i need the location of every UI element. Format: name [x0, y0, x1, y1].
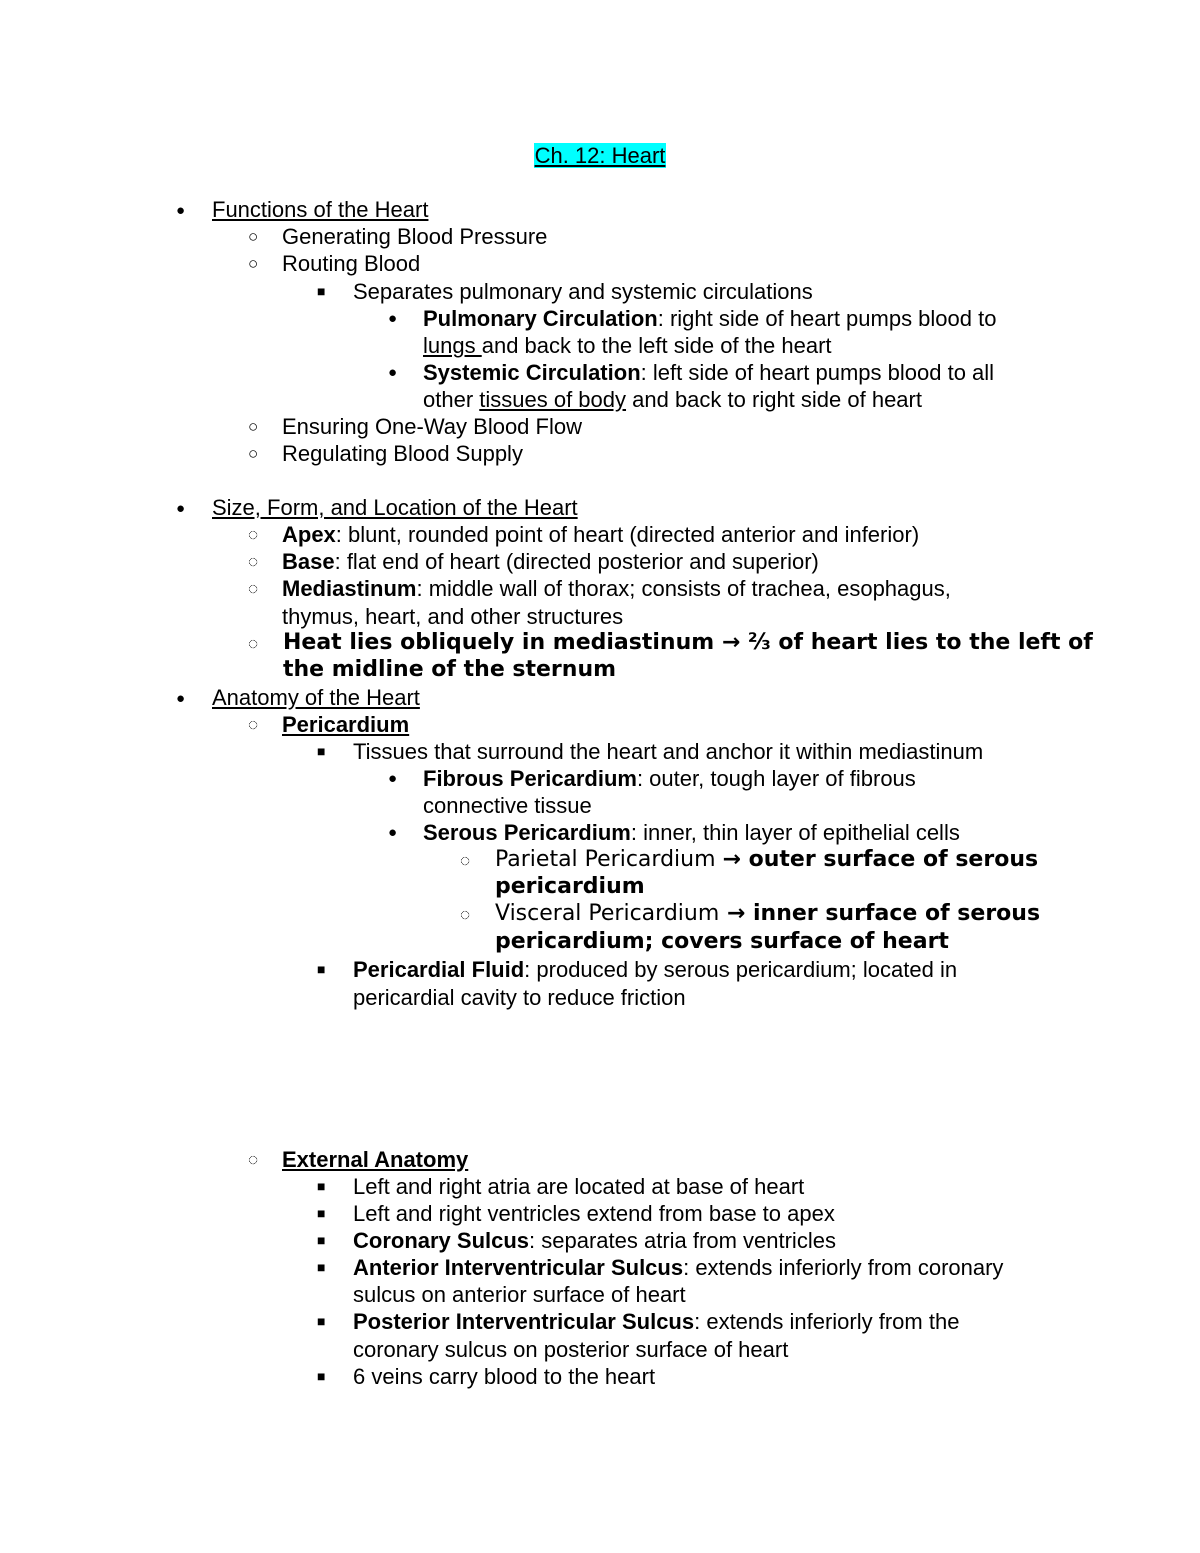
- subsection-heading-external: External Anatomy: [282, 1147, 469, 1172]
- list-item-continuation: pericardium: [495, 874, 645, 899]
- list-item: Systemic Circulation: left side of heart pumps blood to all: [423, 360, 995, 385]
- list-item: Visceral Pericardium → inner surface of serous: [495, 901, 1041, 926]
- list-item: Left and right atria are located at base of heart: [353, 1174, 805, 1199]
- list-item: Tissues that surround the heart and anchor it within mediastinum: [353, 739, 984, 764]
- list-item: Mediastinum: middle wall of thorax; consists of trachea, esophagus,: [282, 576, 951, 601]
- subsection-heading-pericardium: Pericardium: [282, 712, 410, 737]
- list-item: Pulmonary Circulation: right side of heart pumps blood to: [423, 306, 997, 331]
- bullet-icon: [317, 1227, 325, 1254]
- list-item: Fibrous Pericardium: outer, tough layer of fibrous: [423, 766, 916, 791]
- bullet-icon: [248, 250, 258, 278]
- list-item: Coronary Sulcus: separates atria from ventricles: [353, 1228, 836, 1253]
- list-item-continuation: other tissues of body and back to right side of heart: [423, 387, 922, 412]
- list-item: Anterior Interventricular Sulcus: extends inferiorly from coronary: [353, 1255, 1004, 1280]
- bullet-icon: [248, 440, 258, 468]
- bullet-icon: [248, 1146, 258, 1174]
- bullet-icon: [317, 1173, 325, 1200]
- list-item: Routing Blood: [282, 251, 421, 276]
- list-item: Pericardial Fluid: produced by serous pericardium; located in: [353, 957, 958, 982]
- list-item: Generating Blood Pressure: [282, 224, 548, 249]
- list-item: Separates pulmonary and systemic circulations: [353, 279, 813, 304]
- bullet-icon: [248, 521, 258, 549]
- bullet-icon: [248, 711, 258, 739]
- bullet-icon: [317, 1254, 325, 1281]
- list-item-continuation: coronary sulcus on posterior surface of heart: [353, 1337, 789, 1362]
- bullet-icon: [460, 847, 470, 875]
- list-item: Base: flat end of heart (directed posterior and superior): [282, 549, 819, 574]
- list-item: Ensuring One-Way Blood Flow: [282, 414, 582, 439]
- bullet-icon: [248, 548, 258, 576]
- bullet-icon: [248, 575, 258, 603]
- list-item-continuation: lungs and back to the left side of the heart: [423, 333, 832, 358]
- list-item-continuation: thymus, heart, and other structures: [282, 604, 624, 629]
- section-heading-size: Size, Form, and Location of the Heart: [212, 495, 578, 520]
- section-heading-anatomy: Anatomy of the Heart: [212, 685, 420, 710]
- list-item: Posterior Interventricular Sulcus: extends inferiorly from the: [353, 1309, 960, 1334]
- bullet-icon: [388, 819, 397, 846]
- bullet-icon: [460, 901, 470, 929]
- bullet-icon: [317, 738, 325, 765]
- bullet-icon: [248, 413, 258, 441]
- list-item-continuation: sulcus on anterior surface of heart: [353, 1282, 686, 1307]
- list-item: Regulating Blood Supply: [282, 441, 523, 466]
- section-heading-functions: Functions of the Heart: [212, 197, 429, 222]
- bullet-icon: [176, 495, 185, 522]
- list-item: Heat lies obliquely in mediastinum → ⅔ of heart lies to the left of: [283, 630, 1093, 655]
- bullet-icon: [317, 1200, 325, 1227]
- bullet-icon: [388, 359, 397, 386]
- bullet-icon: [176, 685, 185, 712]
- list-item-continuation: connective tissue: [423, 793, 592, 818]
- bullet-icon: [388, 765, 397, 792]
- list-item: Left and right ventricles extend from base to apex: [353, 1201, 835, 1226]
- list-item: Serous Pericardium: inner, thin layer of epithelial cells: [423, 820, 960, 845]
- list-item-continuation: the midline of the sternum: [283, 657, 617, 682]
- bullet-icon: [248, 630, 258, 658]
- list-item-continuation: pericardium; covers surface of heart: [495, 929, 949, 954]
- bullet-icon: [317, 278, 325, 305]
- bullet-icon: [317, 956, 325, 983]
- bullet-icon: [388, 305, 397, 332]
- bullet-icon: [317, 1308, 325, 1335]
- page-title: Ch. 12: Heart: [534, 143, 666, 168]
- bullet-icon: [248, 223, 258, 251]
- list-item-continuation: pericardial cavity to reduce friction: [353, 985, 686, 1010]
- list-item: 6 veins carry blood to the heart: [353, 1364, 656, 1389]
- list-item: Apex: blunt, rounded point of heart (directed anterior and inferior): [282, 522, 920, 547]
- bullet-icon: [317, 1363, 325, 1390]
- list-item: Parietal Pericardium → outer surface of serous: [495, 847, 1039, 872]
- bullet-icon: [176, 197, 185, 224]
